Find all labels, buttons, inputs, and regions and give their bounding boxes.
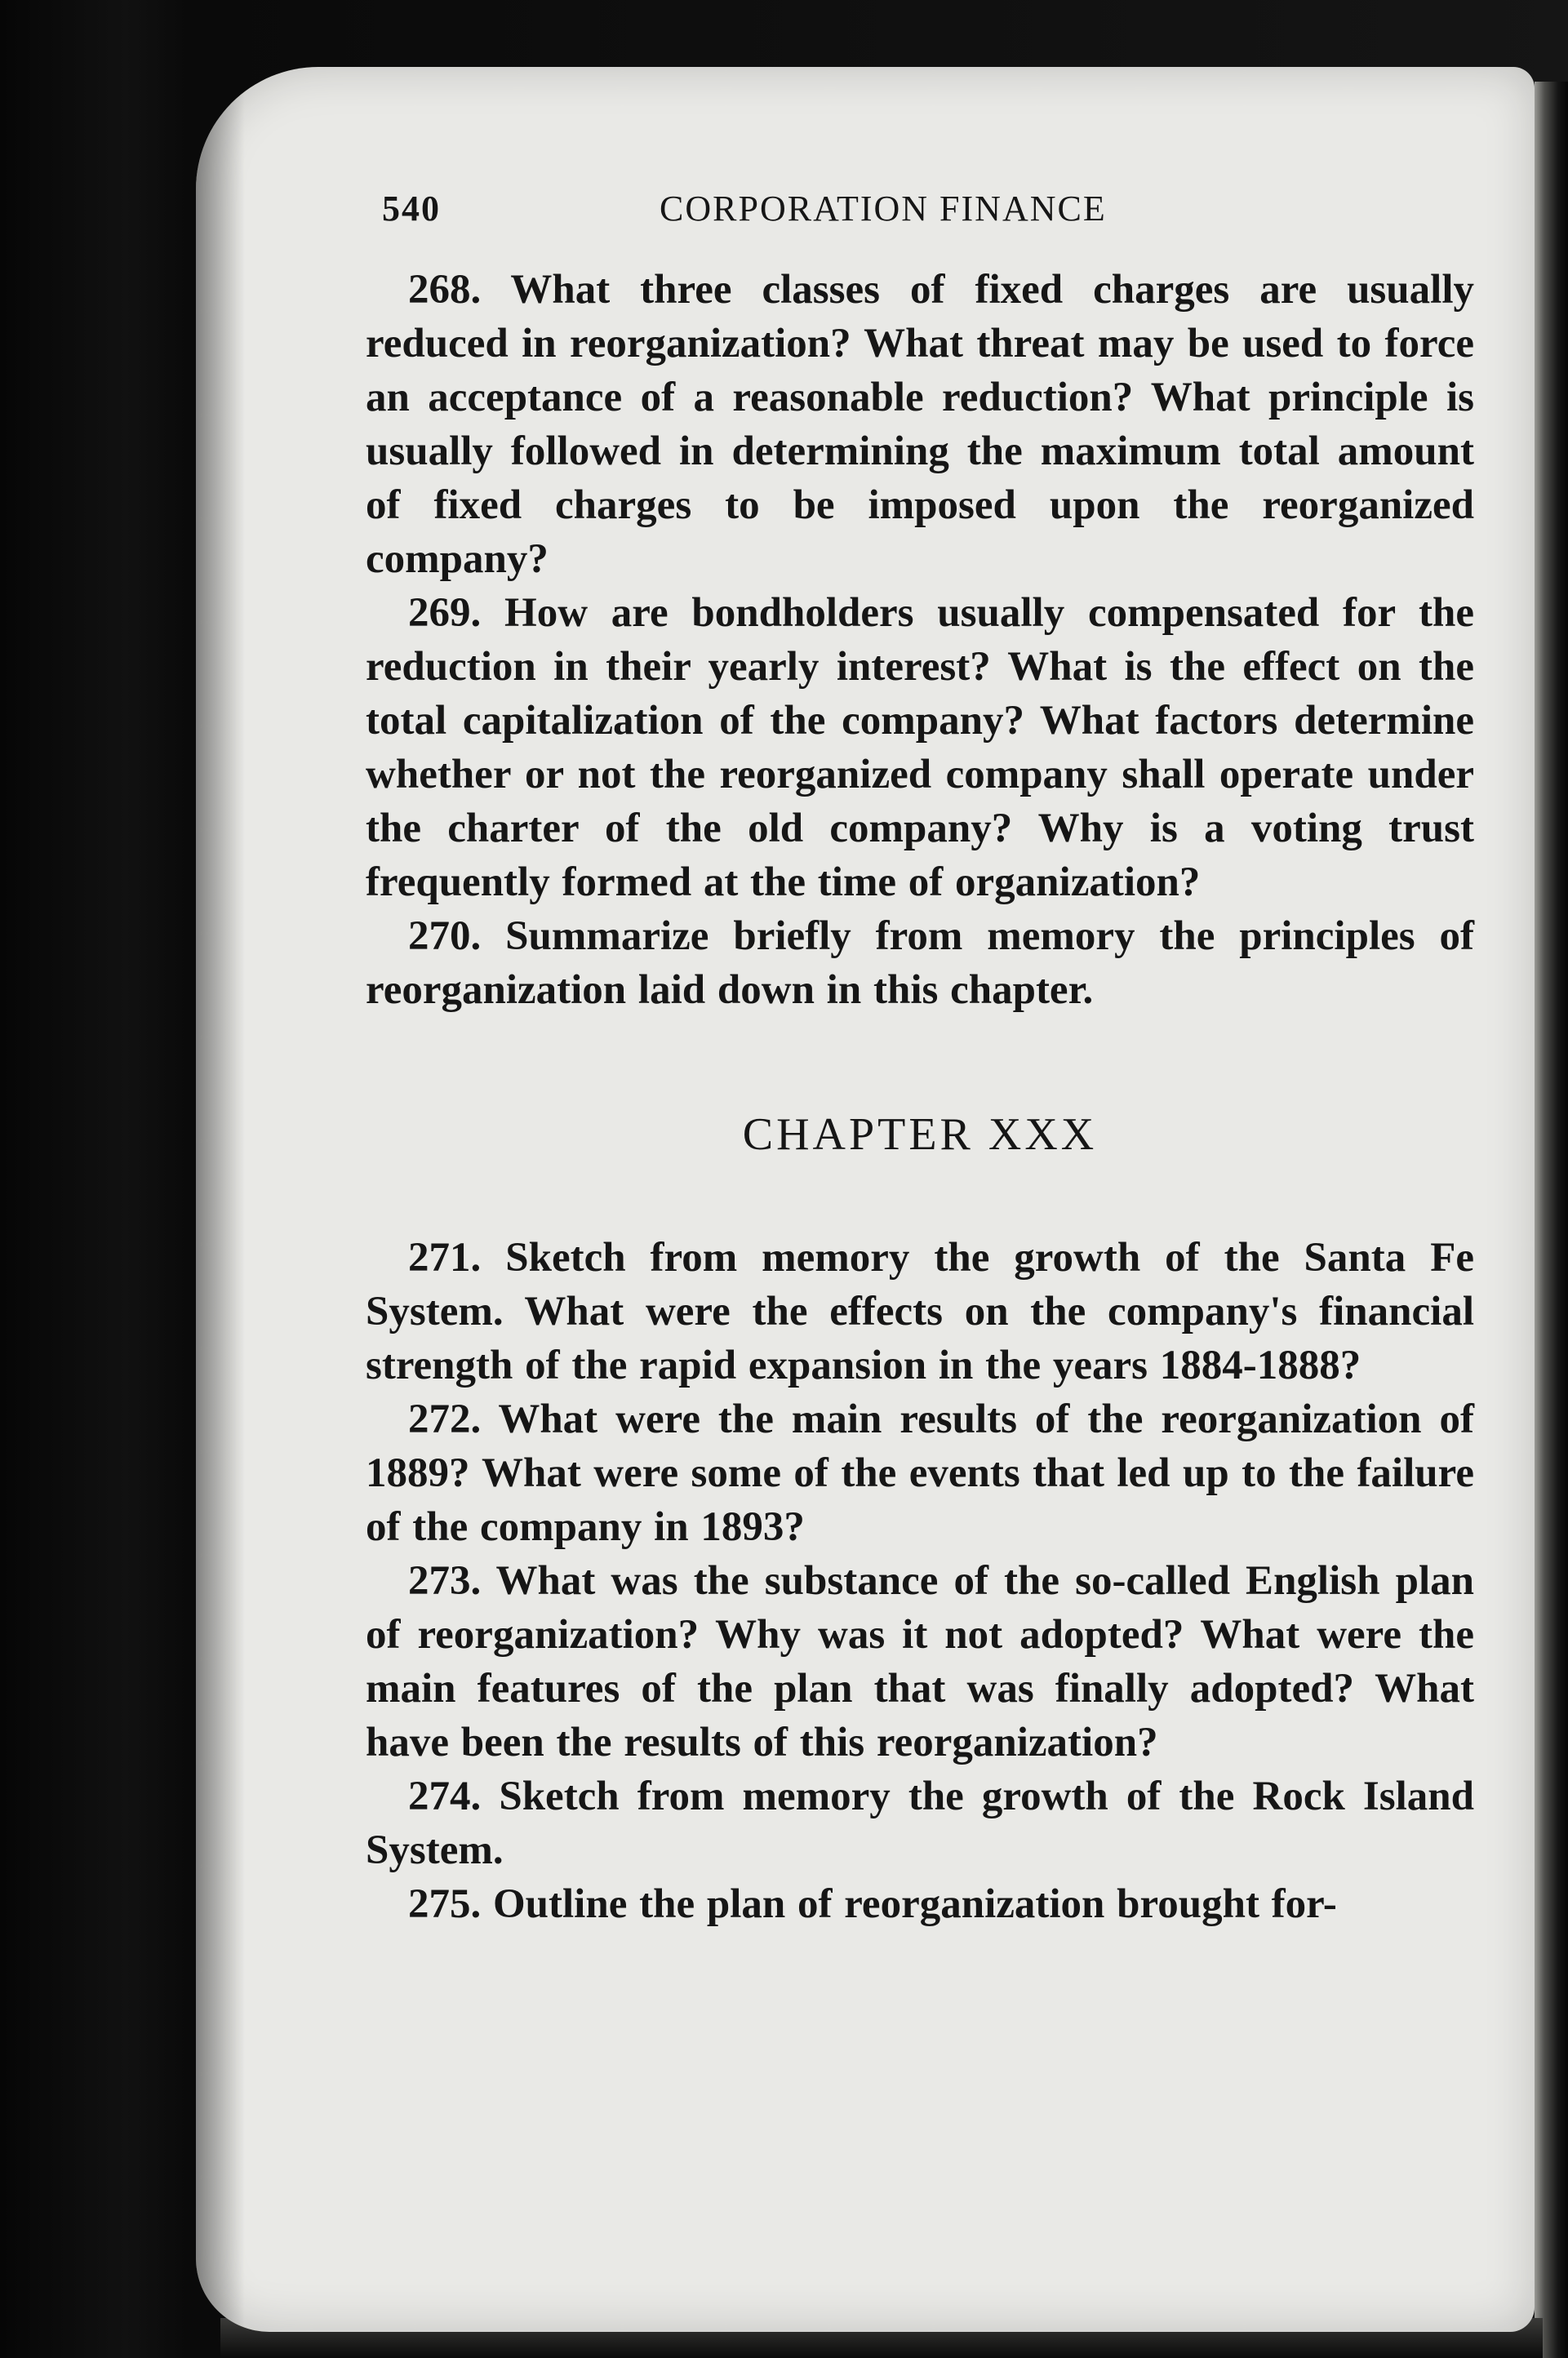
question-268 xyxy=(366,263,1474,586)
question-text: Sketch from memory the growth of the Santa Fe System. What were the effects on the company's financial strength of the rapid expansion in the years 1884-1888? xyxy=(366,1235,1474,1388)
question-text: What was the substance of the so-called English plan of reorganization? Why was it not adopted? What were the main features of the plan that was finally adopted? What have been the results of this reorganization? xyxy=(366,1558,1474,1765)
book-right-edge xyxy=(1535,82,1568,2358)
question-text: How are bondholders usually compensated for the reduction in their yearly interest? What is the effect on the total capitalization of the company? What factors determine whether or not the reorganized company shall operate under the charter of the old company? Why is a voting trust frequently formed at the time of organization? xyxy=(366,590,1475,905)
question-number: 274. xyxy=(408,1774,482,1819)
running-head xyxy=(366,171,1474,237)
question-text: Sketch from memory the growth of the Rock Island System. xyxy=(366,1774,1474,1873)
question-269 xyxy=(366,586,1474,909)
question-text: Summarize briefly from memory the principles of reorganization laid down in this chapter. xyxy=(366,913,1475,1013)
question-274 xyxy=(366,1770,1474,1877)
page-number: 540 xyxy=(382,189,441,229)
question-273 xyxy=(366,1554,1474,1770)
questions-chapter-xxx xyxy=(366,1231,1474,1931)
question-text: Outline the plan of reorganization brought for- xyxy=(493,1881,1337,1927)
question-number: 273. xyxy=(408,1558,482,1604)
questions-chapter-xxix xyxy=(366,263,1474,1017)
question-275 xyxy=(366,1877,1474,1931)
question-text: What were the main results of the reorganization of 1889? What were some of the events that led up to the failure of the company in 1893? xyxy=(366,1397,1474,1550)
question-text: What three classes of fixed charges are usually reduced in reorganization? What threat may be used to force an acceptance of a reasonable reduction? What principle is usually followed in determining the maximum total amount of fixed charges to be imposed upon the reorganized company? xyxy=(366,267,1474,582)
page-content xyxy=(366,171,1474,1931)
question-270 xyxy=(366,909,1474,1017)
chapter-heading: CHAPTER XXX xyxy=(742,1109,1098,1160)
question-number: 272. xyxy=(408,1397,482,1442)
question-number: 269. xyxy=(408,590,482,636)
question-number: 275. xyxy=(408,1881,482,1927)
question-272 xyxy=(366,1392,1474,1554)
question-number: 270. xyxy=(408,913,482,959)
question-271 xyxy=(366,1231,1474,1392)
running-title: CORPORATION FINANCE xyxy=(660,189,1107,229)
question-number: 271. xyxy=(408,1235,482,1281)
question-number: 268. xyxy=(408,267,482,313)
